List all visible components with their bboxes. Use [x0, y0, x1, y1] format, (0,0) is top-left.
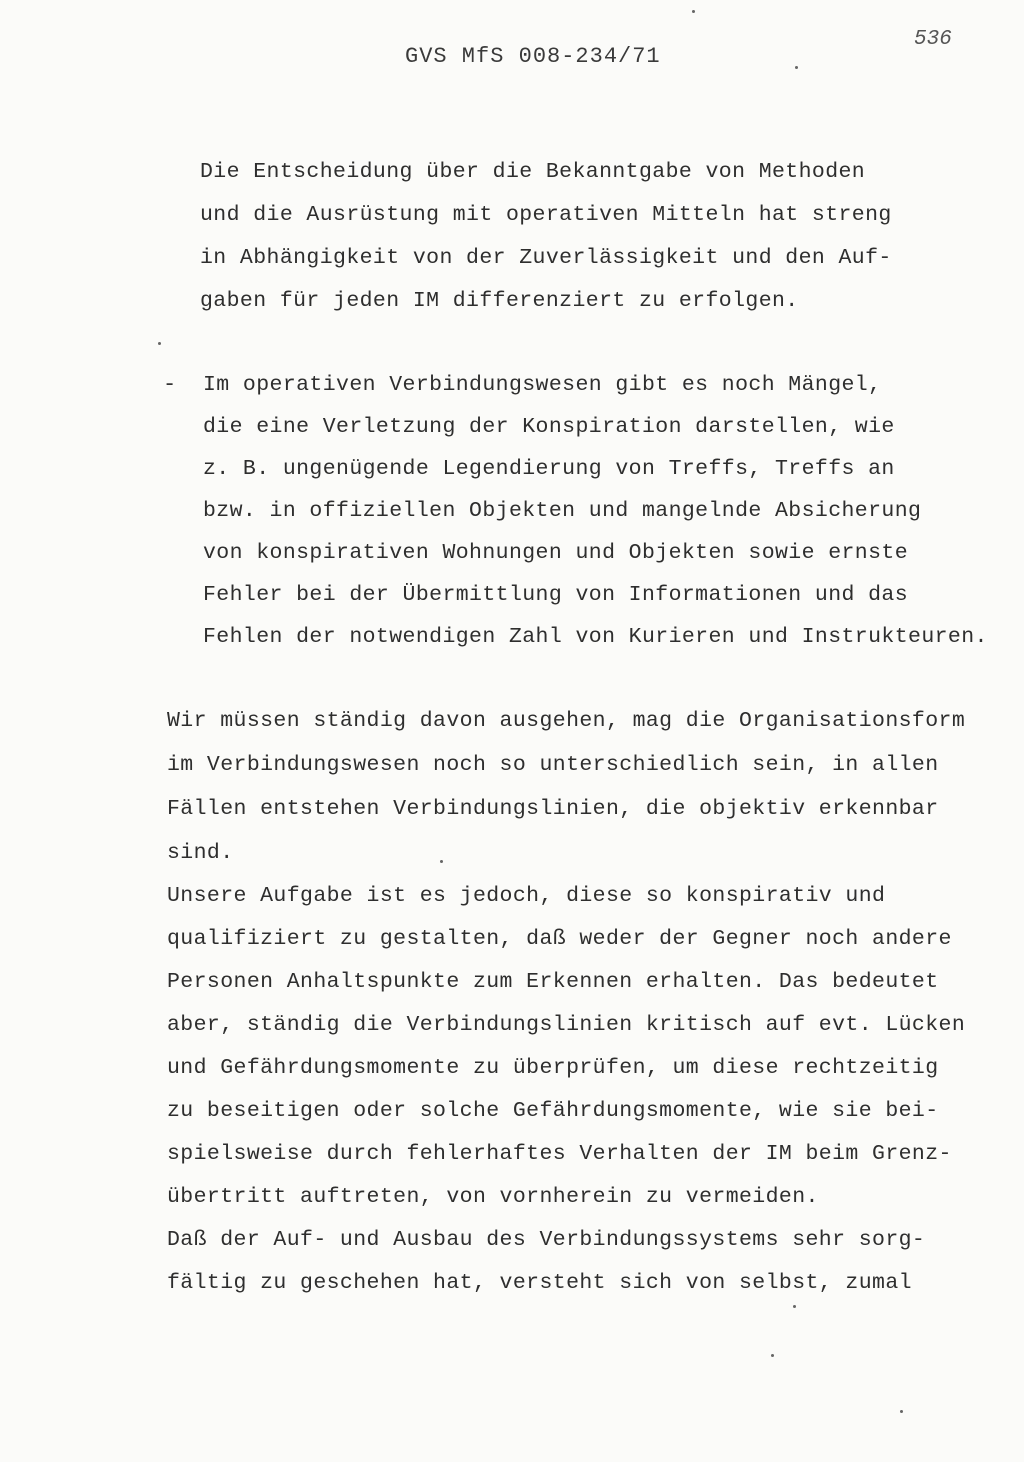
paragraph2-line: z. B. ungenügende Legendierung von Treffs, Treffs an	[203, 457, 895, 481]
paragraph3-line: und Gefährdungsmomente zu überprüfen, um diese rechtzeitig	[167, 1056, 939, 1080]
paragraph3-line: zu beseitigen oder solche Gefährdungsmomente, wie sie bei-	[167, 1099, 939, 1123]
paragraph3-line: Fällen entstehen Verbindungslinien, die objektiv erkennbar	[167, 797, 939, 821]
paragraph3-line: Daß der Auf- und Ausbau des Verbindungssystems sehr sorg-	[167, 1228, 926, 1252]
paragraph2-line: von konspirativen Wohnungen und Objekten sowie ernste	[203, 541, 909, 565]
scan-speck	[900, 1410, 903, 1413]
paragraph1-line: in Abhängigkeit von der Zuverlässigkeit und den Auf-	[200, 246, 892, 270]
paragraph3-line: spielsweise durch fehlerhaftes Verhalten der IM beim Grenz-	[167, 1142, 952, 1166]
page-number: 536	[914, 28, 952, 51]
scan-speck	[771, 1354, 774, 1357]
scan-speck	[440, 860, 443, 863]
paragraph3-line: übertritt auftreten, von vornherein zu vermeiden.	[167, 1185, 819, 1209]
paragraph1-line: Die Entscheidung über die Bekanntgabe von Methoden	[200, 160, 866, 184]
document-header: GVS MfS 008-234/71	[405, 44, 661, 69]
bullet-dash: -	[163, 372, 177, 397]
paragraph2-line: die eine Verletzung der Konspiration darstellen, wie	[203, 415, 895, 439]
paragraph3-line: aber, ständig die Verbindungslinien kritisch auf evt. Lücken	[167, 1013, 966, 1037]
paragraph3-line: Personen Anhaltspunkte zum Erkennen erhalten. Das bedeutet	[167, 970, 939, 994]
scan-speck	[795, 66, 798, 69]
paragraph2-line: Fehler bei der Übermittlung von Informationen und das	[203, 583, 909, 607]
paragraph1-line: und die Ausrüstung mit operativen Mitteln hat streng	[200, 203, 892, 227]
scan-speck	[692, 10, 695, 13]
paragraph3-line: Wir müssen ständig davon ausgehen, mag die Organisationsform	[167, 709, 966, 733]
paragraph3-line: fältig zu geschehen hat, versteht sich von selbst, zumal	[167, 1271, 912, 1295]
paragraph2-line: Fehlen der notwendigen Zahl von Kurieren und Instrukteuren.	[203, 625, 988, 649]
paragraph1-line: gaben für jeden IM differenziert zu erfolgen.	[200, 289, 799, 313]
paragraph3-line: im Verbindungswesen noch so unterschiedlich sein, in allen	[167, 753, 939, 777]
paragraph3-line: Unsere Aufgabe ist es jedoch, diese so konspirativ und	[167, 884, 886, 908]
paragraph2-line: bzw. in offiziellen Objekten und mangelnde Absicherung	[203, 499, 922, 523]
scan-speck	[793, 1305, 796, 1308]
paragraph3-line: sind.	[167, 841, 234, 865]
paragraph3-line: qualifiziert zu gestalten, daß weder der Gegner noch andere	[167, 927, 952, 951]
scan-speck	[158, 342, 161, 345]
paragraph2-line: Im operativen Verbindungswesen gibt es noch Mängel,	[203, 373, 882, 397]
